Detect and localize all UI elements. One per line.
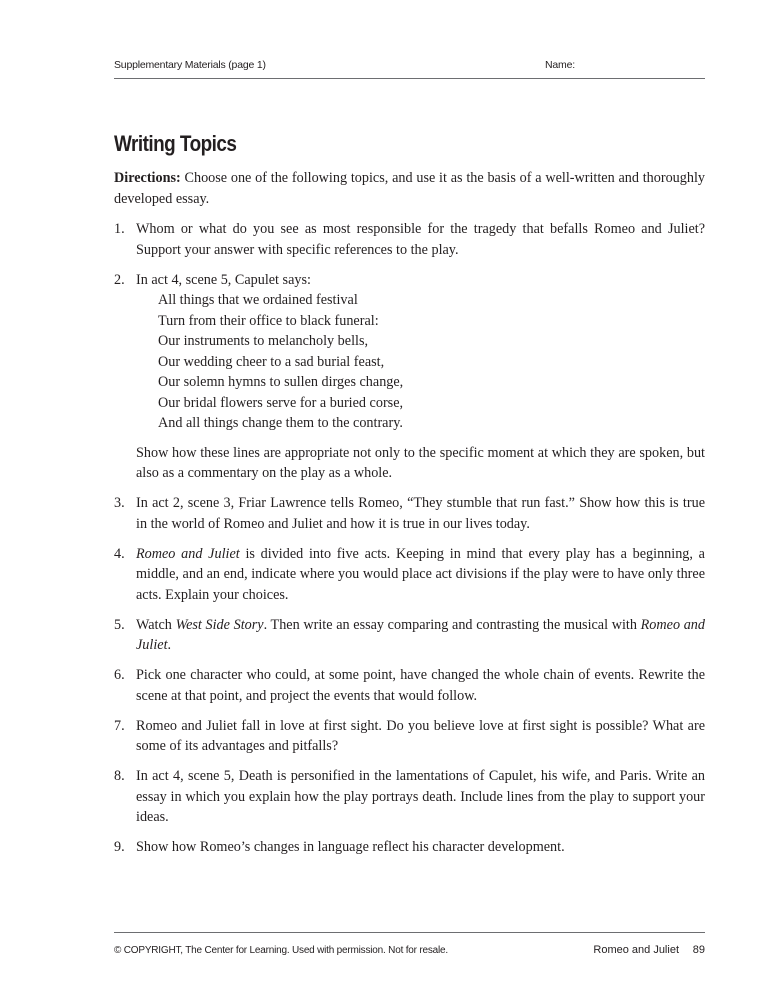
play-title: Romeo and Juliet [136,616,705,653]
topic-number: 4. [114,545,125,562]
footer-book-title: Romeo and Juliet [593,944,679,956]
verse-line: And all things change them to the contrary. [158,415,403,431]
topic-number: 2. [114,271,125,288]
directions-text: Choose one of the following topics, and use it as the basis of a well-written and thoroughly developed essay. [114,170,705,207]
verse-line: All things that we ordained festival [158,292,358,308]
directions-label: Directions: [114,170,181,186]
page-footer [114,932,705,956]
topic-text-mid: . Then write an essay comparing and contrasting the musical with [263,616,641,633]
topic-text: Pick one character who could, at some point, have changed the whole chain of events. Rewrite the scene at that point, and project the events that would follow. [136,667,705,704]
topic-number: 6. [114,667,125,683]
verse-line: Turn from their office to black funeral: [158,312,379,329]
verse-line: Our bridal flowers serve for a buried corse, [158,394,404,411]
verse-line: Our wedding cheer to a sad burial feast, [158,353,385,370]
topic-item [114,665,705,706]
topic-text: Romeo and Juliet fall in love at first sight. Do you believe love at first sight is possible? What are some of its advantages and pitfalls? [136,717,705,754]
topic-number: 3. [114,495,125,511]
verse-line: Our solemn hymns to sullen dirges change, [158,374,404,390]
topic-number: 7. [114,717,125,734]
directions [114,168,705,209]
topic-item [114,837,705,858]
topic-followup: Show how these lines are appropriate not only to the specific moment at which they are spoken, but also as a commentary on the play as a whole. [136,444,705,481]
topic-list [114,219,705,858]
verse-line: Our instruments to melancholy bells, [158,333,369,349]
topic-item [114,615,705,656]
topic-text-pre: Watch [136,616,176,633]
topic-text: Show how Romeo’s changes in language reflect his character development. [136,839,565,855]
topic-item [114,766,705,828]
topic-number: 9. [114,839,125,855]
quoted-verse [158,290,705,434]
topic-text: is divided into five acts. Keeping in mind that every play has a beginning, a middle, and an end, indicate where you would place act divisions if the play were to have only three acts. Explain your choices. [136,545,705,603]
page-body [114,168,705,867]
header-section-label: Supplementary Materials (page 1) [114,59,266,71]
musical-title: West Side Story [175,616,264,633]
topic-intro: In act 4, scene 5, Capulet says: [136,271,311,288]
topic-text-post: . [167,637,172,653]
page-header [114,56,705,79]
topic-text: In act 2, scene 3, Friar Lawrence tells Romeo, “They stumble that run fast.” Show how this is true in the world of Romeo and Juliet and how it is true in our lives today. [136,495,705,532]
topic-number: 5. [114,616,125,633]
topic-text: Whom or what do you see as most responsible for the tragedy that befalls Romeo and Juliet? Support your answer with specific references to the play. [136,221,705,258]
topic-item [114,716,705,757]
topic-item [114,270,705,484]
play-title: Romeo and Juliet [136,545,240,562]
topic-number: 8. [114,768,125,784]
topic-item [114,219,705,260]
page-title: Writing Topics [114,131,237,156]
topic-number: 1. [114,221,125,237]
page-number: 89 [692,944,705,956]
topic-text: In act 4, scene 5, Death is personified in the lamentations of Capulet, his wife, and Paris. Write an essay in which you explain how the play portrays death. Include lines from the play to support your ideas. [136,768,705,825]
topic-item [114,544,705,606]
topic-item [114,493,705,534]
copyright-notice: © COPYRIGHT, The Center for Learning. Used with permission. Not for resale. [114,945,448,956]
name-field-label: Name: [545,59,575,71]
